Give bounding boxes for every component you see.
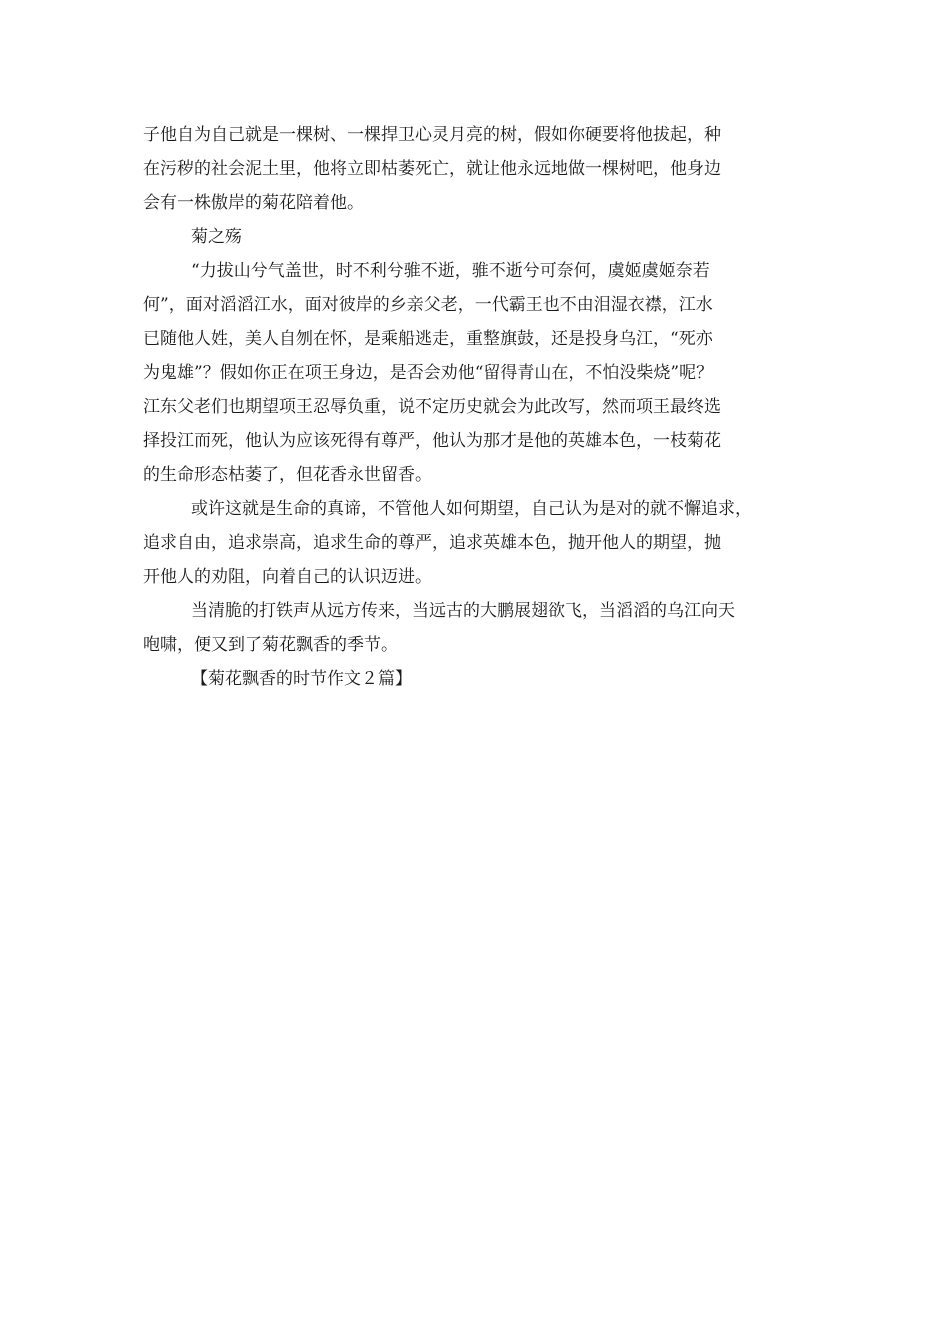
document-body [143,118,813,696]
paragraph-2 [143,254,813,492]
text-line: 江东父老们也期望项王忍辱负重，说不定历史就会为此改写，然而项王最终选 [143,397,721,417]
text-line: 追求自由，追求崇高，追求生命的尊严，追求英雄本色，抛开他人的期望，抛 [143,533,721,553]
text-line: 会有一株傲岸的菊花陪着他。 [143,193,364,213]
text-line: 当清脆的打铁声从远方传来，当远古的大鹏展翅欲飞，当滔滔的乌江向天 [191,601,735,621]
text-line: 咆啸，便又到了菊花飘香的季节。 [143,635,398,655]
text-line: 在污秽的社会泥土里，他将立即枯萎死亡，就让他永远地做一棵树吧，他身边 [143,159,721,179]
text-line: 择投江而死，他认为应该死得有尊严，他认为那才是他的英雄本色，一枝菊花 [143,431,721,451]
paragraph-1 [143,118,813,220]
text-line: 子他自为自己就是一棵树、一棵捍卫心灵月亮的树，假如你硬要将他拔起，种 [143,125,721,145]
text-line: 的生命形态枯萎了，但花香永世留香。 [143,465,432,485]
paragraph-4 [143,594,813,662]
paragraph-3 [143,492,813,594]
text-line: 已随他人姓，美人自刎在怀，是乘船逃走，重整旗鼓，还是投身乌江，“死亦 [143,329,713,349]
text-line: 开他人的劝阻，向着自己的认识迈进。 [143,567,432,587]
closing-title: 【菊花飘香的时节作文２篇】 [191,669,412,689]
section-heading: 菊之殇 [191,227,242,247]
text-line: 或许这就是生命的真谛，不管他人如何期望，自己认为是对的就不懈追求， [191,499,752,519]
text-line: “力拔山兮气盖世，时不利兮骓不逝，骓不逝兮可奈何，虞姬虞姬奈若 [191,261,710,281]
text-line: 何”，面对滔滔江水，面对彼岸的乡亲父老，一代霸王也不由泪湿衣襟，江水 [143,295,713,315]
text-line: 为鬼雄”？假如你正在项王身边，是否会劝他“留得青山在，不怕没柴烧”呢？ [143,363,714,383]
